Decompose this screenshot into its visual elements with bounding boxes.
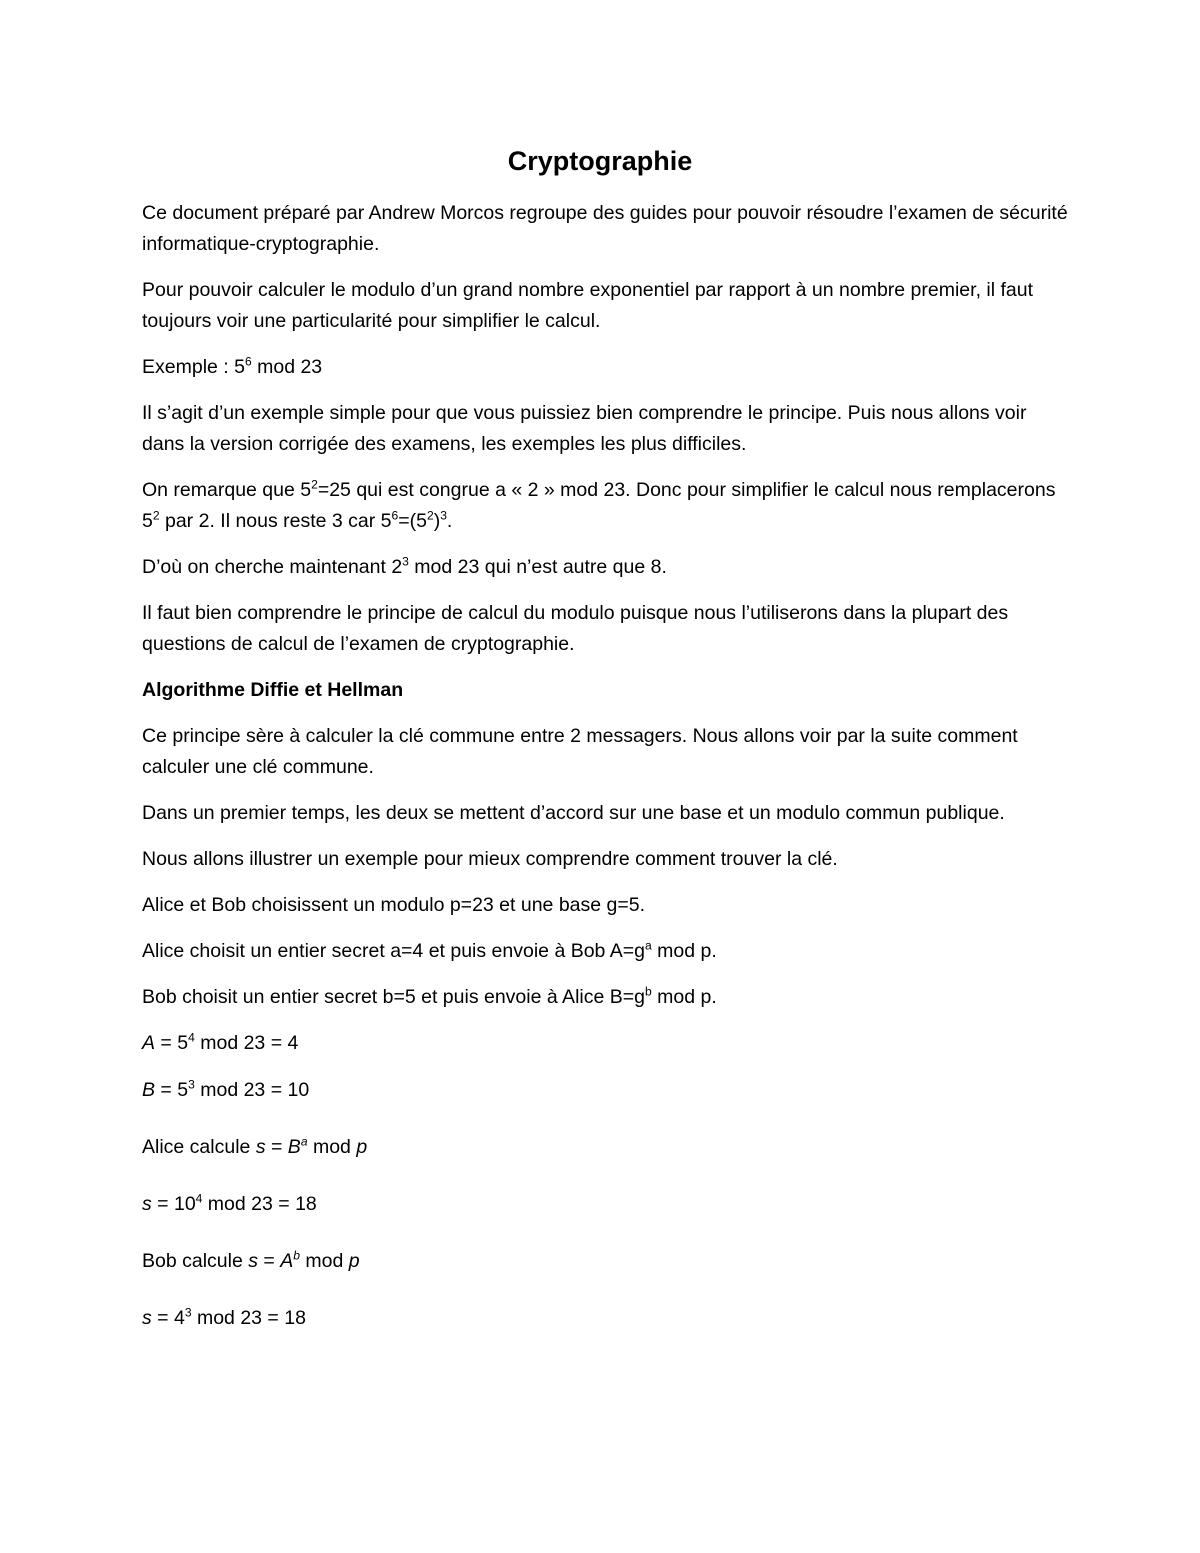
alice-secret-exp: a (644, 938, 652, 953)
s-bob-text-2: mod 23 = 18 (191, 1307, 306, 1329)
bob-calc-var-p: p (348, 1250, 360, 1272)
remark-text-2: =25 qui est congrue a « 2 » mod 23. Donc pour simplifier le calcul nous remplacerons 5 (142, 479, 1056, 532)
example-suffix: mod 23 (251, 356, 323, 378)
bob-calc-exp: b (293, 1248, 300, 1263)
alice-secret-text-1: Alice choisit un entier secret a=4 et puis envoie à Bob A=g (142, 940, 645, 962)
result-exp-1: 3 (402, 554, 409, 569)
alice-calc-text-3: mod (307, 1136, 357, 1158)
modulo-intro-paragraph: Pour pouvoir calculer le modulo d’un grand nombre exponentiel par rapport à un nombre premier, il faut toujours voir une particularité pour simplifier le calcul. (142, 279, 1034, 332)
remark-text-1: On remarque que 5 (142, 479, 312, 501)
remark-exp-3: 6 (391, 508, 399, 523)
s-bob-var: s (142, 1307, 152, 1329)
alice-calc-paragraph (142, 1132, 1072, 1163)
alice-calc-text-1: Alice calcule (142, 1136, 256, 1158)
dh-intro-paragraph: Ce principe sère à calculer la clé commune entre 2 messagers. Nous allons voir par la suite comment calculer une clé commune. (142, 725, 1018, 778)
bob-secret-text-1: Bob choisit un entier secret b=5 et puis envoie à Alice B=g (142, 986, 645, 1008)
bob-secret-exp: b (644, 984, 652, 999)
remark-text-4: =(5 (398, 510, 427, 532)
bob-secret-text-2: mod p. (651, 986, 717, 1008)
example-exponent: 6 (244, 354, 252, 369)
document-body (142, 198, 1072, 1350)
s-bob-text-1: = 4 (151, 1307, 185, 1329)
remark-text-6: . (446, 510, 453, 532)
simple-example-paragraph: Il s’agit d’un exemple simple pour que vous puissiez bien comprendre le principe. Puis nous allons voir dans la version corrigée des examens, les exemples les plus difficiles. (142, 402, 1027, 455)
bob-calc-text-1: Bob calcule (142, 1250, 249, 1272)
bob-calc-var-A: A (280, 1250, 294, 1272)
s-alice-equation (142, 1189, 1072, 1220)
equation-B-text-2: mod 23 = 10 (194, 1079, 310, 1101)
alice-calc-text-2: = (265, 1136, 288, 1158)
equation-B-text-1: = 5 (155, 1079, 189, 1101)
s-bob-exp: 3 (184, 1305, 192, 1320)
principle-paragraph: Il faut bien comprendre le principe de calcul du modulo puisque nous l’utiliserons dans la plupart des questions de calcul de l’examen de cryptographie. (142, 602, 1009, 655)
bob-calc-var-s: s (248, 1250, 258, 1272)
remark-exp-2: 2 (152, 508, 160, 523)
bob-secret-paragraph (142, 982, 1072, 1013)
equation-A-text-1: = 5 (155, 1032, 189, 1054)
remark-text-3: par 2. Il nous reste 3 car 5 (159, 510, 392, 532)
alice-secret-paragraph (142, 936, 1072, 967)
alice-calc-var-s: s (255, 1136, 266, 1158)
bob-calc-text-2: = (257, 1250, 281, 1272)
dh-agree-paragraph: Dans un premier temps, les deux se mettent d’accord sur une base et un modulo commun publique. (142, 802, 1005, 824)
example-paragraph (142, 352, 1072, 383)
equation-B-var: B (142, 1079, 156, 1101)
equation-B-exp: 3 (188, 1077, 195, 1092)
bob-calc-paragraph (142, 1246, 1072, 1277)
equation-A-var: A (142, 1032, 156, 1054)
result-text-1: D’où on cherche maintenant 2 (142, 556, 403, 578)
s-alice-exp: 4 (195, 1191, 203, 1206)
dh-illustrate-paragraph: Nous allons illustrer un exemple pour mieux comprendre comment trouver la clé. (142, 848, 838, 870)
dh-choose-paragraph: Alice et Bob choisissent un modulo p=23 et une base g=5. (142, 894, 646, 916)
dh-heading: Algorithme Diffie et Hellman (142, 679, 404, 701)
result-paragraph (142, 552, 1072, 583)
s-alice-text-2: mod 23 = 18 (202, 1193, 317, 1215)
alice-secret-text-2: mod p. (651, 940, 717, 962)
remark-exp-1: 2 (311, 477, 318, 492)
remark-paragraph (142, 475, 1072, 537)
result-text-2: mod 23 qui n’est autre que 8. (408, 556, 667, 578)
example-prefix: Exemple : 5 (142, 356, 245, 378)
remark-exp-4: 2 (426, 508, 434, 523)
equation-B (142, 1075, 1072, 1106)
bob-calc-text-3: mod (299, 1250, 349, 1272)
alice-calc-var-B: B (287, 1136, 301, 1158)
intro-paragraph: Ce document préparé par Andrew Morcos regroupe des guides pour pouvoir résoudre l’examen de sécurité informatique-cryptographie. (142, 202, 1068, 255)
s-alice-var: s (142, 1193, 152, 1215)
s-alice-text-1: = 10 (151, 1193, 196, 1215)
equation-A-exp: 4 (188, 1030, 195, 1045)
alice-calc-exp: a (300, 1134, 308, 1149)
equation-A-text-2: mod 23 = 4 (194, 1032, 299, 1054)
equation-A (142, 1028, 1072, 1059)
remark-exp-5: 3 (440, 508, 447, 523)
remark-text-5: ) (433, 510, 441, 532)
document-title: Cryptographie (507, 146, 693, 176)
s-bob-equation (142, 1303, 1072, 1334)
alice-calc-var-p: p (356, 1136, 368, 1158)
